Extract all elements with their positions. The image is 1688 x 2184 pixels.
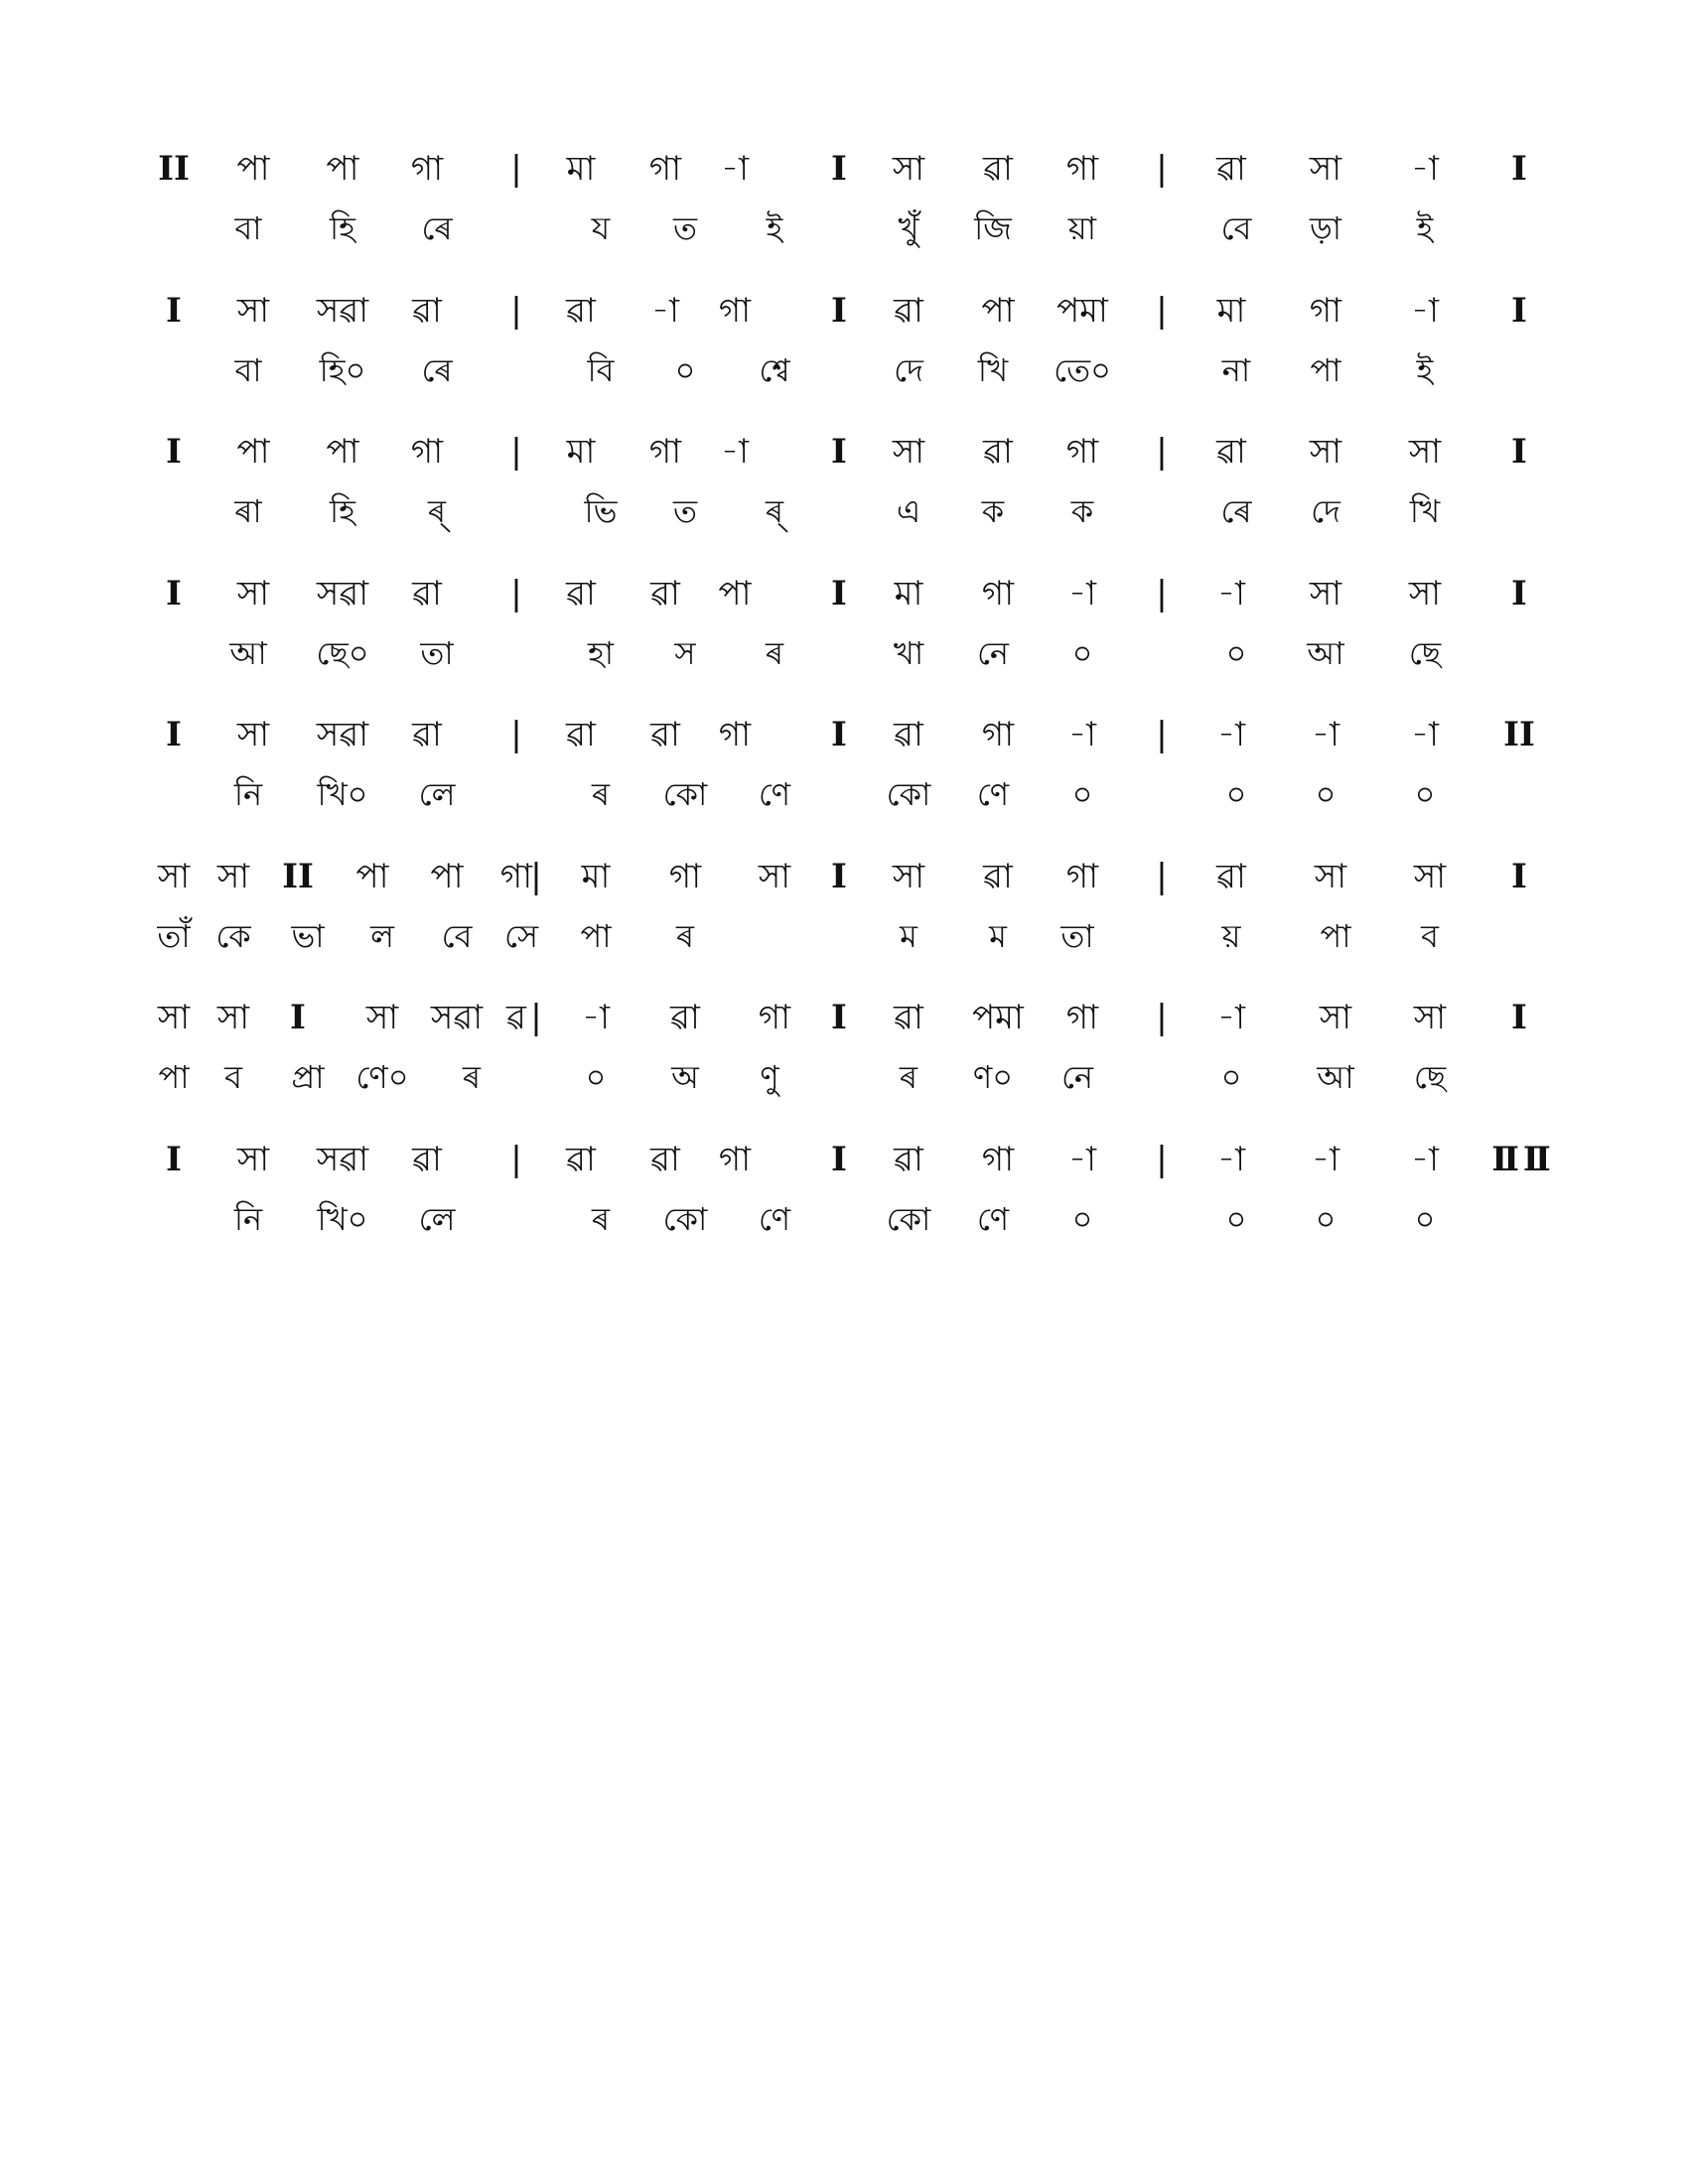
swara-note: গা (718, 1140, 752, 1179)
swara-note: -া (1411, 291, 1439, 331)
lyric-syllable: কো (662, 1200, 708, 1238)
swara-note: ৱা (650, 715, 680, 754)
lyric-syllable: পা (1310, 351, 1341, 389)
swara-note: ৱা (1216, 432, 1246, 472)
swara-note: সা (1413, 857, 1447, 896)
swara-note: গা (499, 857, 533, 896)
lyric-syllable: নে (976, 634, 1010, 672)
beat-divider: | (510, 1140, 522, 1179)
swara-note: সা (1309, 574, 1342, 614)
swara-note: পা (326, 432, 359, 472)
lyric-syllable: ব (224, 1058, 242, 1096)
lyric-syllable: পা (158, 1058, 190, 1096)
swara-note: ৱা (650, 574, 680, 614)
swara-note: -া (651, 291, 679, 331)
swara-note: সা (157, 998, 191, 1037)
swara-note: -া (721, 149, 749, 189)
lyric-line-3 (0, 491, 1688, 561)
beat-divider: | (510, 432, 522, 472)
swara-note: ৱা (894, 998, 923, 1037)
lyric-syllable: ০ (585, 1058, 607, 1096)
lyric-syllable: ছে০ (316, 634, 369, 672)
lyric-syllable: শ্বে (759, 351, 790, 389)
beat-divider: | (510, 149, 522, 189)
bar-line-marker: I (831, 1140, 847, 1179)
lyric-syllable: য (591, 209, 611, 247)
swara-note: -া (1411, 715, 1439, 754)
lyric-syllable: তে০ (1054, 351, 1111, 389)
lyric-syllable: আ (1307, 634, 1344, 672)
lyric-syllable: ৰ্ (427, 492, 447, 530)
lyric-syllable: এ (896, 492, 921, 530)
swara-note: পা (355, 857, 389, 896)
lyric-syllable: ত (672, 209, 698, 247)
beat-divider: | (510, 574, 522, 614)
lyric-syllable: হি (330, 492, 355, 530)
swara-note: -া (1068, 715, 1096, 754)
lyric-syllable: ০ (1315, 775, 1336, 813)
swara-note: সা (157, 857, 191, 896)
lyric-syllable: ০ (1071, 634, 1093, 672)
swara-note: পমা (1056, 291, 1108, 331)
lyric-syllable: খা (893, 634, 924, 672)
bar-line-marker: I (166, 715, 182, 754)
bar-line-marker: I (1511, 149, 1527, 189)
bar-line-marker: I (831, 432, 847, 472)
bar-line-marker: I (1511, 574, 1527, 614)
lyric-syllable: ৰে (421, 209, 453, 247)
swara-note: গা (648, 149, 682, 189)
beat-divider: | (1156, 1140, 1168, 1179)
lyric-syllable: ই (1416, 351, 1434, 389)
swara-note: ৱা (412, 715, 442, 754)
lyric-line-2 (0, 350, 1688, 420)
lyric-syllable: ৰ (462, 1058, 482, 1096)
lyric-syllable: ০ (1414, 775, 1436, 813)
lyric-syllable: খি০ (317, 775, 368, 813)
swara-note: গা (758, 998, 791, 1037)
swara-note: গা (648, 432, 682, 472)
lyric-syllable: ৰ (899, 1058, 918, 1096)
lyric-syllable: দে (894, 351, 923, 389)
swara-note: মা (581, 857, 611, 896)
swara-note: গা (1065, 998, 1099, 1037)
beat-divider: | (1156, 574, 1168, 614)
lyric-syllable: কে (215, 917, 251, 955)
swara-note: ৱা (894, 715, 923, 754)
swara-note: সা (892, 149, 925, 189)
swara-note: পা (326, 149, 359, 189)
swara-note: সা (1309, 432, 1342, 472)
lyric-syllable: স (674, 634, 696, 672)
swara-note: সা (758, 857, 791, 896)
lyric-syllable: ছে (1413, 1058, 1447, 1096)
lyric-syllable: পা (1320, 917, 1351, 955)
lyric-syllable: হা (587, 634, 615, 672)
swara-note: গা (1309, 291, 1342, 331)
swara-note: সা (892, 857, 925, 896)
lyric-syllable: কো (886, 775, 931, 813)
swara-note: গা (981, 1140, 1015, 1179)
swara-note: -া (1411, 149, 1439, 189)
lyric-syllable: বি (587, 351, 615, 389)
swara-note: সা (216, 998, 250, 1037)
swara-note: মা (566, 149, 596, 189)
lyric-syllable: ০ (1414, 1200, 1436, 1238)
swara-note: মা (1216, 291, 1246, 331)
swara-note: গা (668, 857, 702, 896)
lyric-syllable: দে (1311, 492, 1340, 530)
lyric-syllable: বা (234, 351, 262, 389)
bar-line-marker: I (166, 1140, 182, 1179)
swara-note: গা (410, 432, 444, 472)
lyric-syllable: ০ (674, 351, 696, 389)
beat-divider: | (1156, 857, 1168, 896)
swara-note: ৱা (566, 715, 596, 754)
beat-divider: | (530, 857, 542, 896)
swara-note: গা (1065, 432, 1099, 472)
bar-line-marker: I (1511, 432, 1527, 472)
lyric-syllable: ৰ (591, 1200, 611, 1238)
lyric-syllable: হি (330, 209, 355, 247)
swara-note: সা (236, 715, 270, 754)
swara-note: মা (894, 574, 923, 614)
beat-divider: | (1156, 149, 1168, 189)
beat-divider: | (510, 291, 522, 331)
swara-note: গা (410, 149, 444, 189)
lyric-syllable: ড়া (1309, 209, 1342, 247)
lyric-syllable: নে (1060, 1058, 1094, 1096)
lyric-syllable: তা (420, 634, 454, 672)
swara-note: সা (1408, 432, 1442, 472)
lyric-syllable: তাঁ (157, 917, 191, 955)
lyric-syllable: পা (580, 917, 612, 955)
swara-note: ৱা (650, 1140, 680, 1179)
bar-line-marker: I (831, 149, 847, 189)
lyric-syllable: ণে (758, 1200, 791, 1238)
lyric-syllable: ভা (291, 917, 325, 955)
bar-line-marker: I (831, 291, 847, 331)
swara-note: সৱা (430, 998, 484, 1037)
lyric-syllable: ০ (1225, 1200, 1247, 1238)
swara-note: সা (1319, 998, 1352, 1037)
lyric-syllable: সে (503, 917, 539, 955)
beat-divider: | (1156, 432, 1168, 472)
lyric-syllable: য় (1221, 917, 1241, 955)
lyric-line-8 (0, 1199, 1688, 1269)
lyric-syllable: ব (1421, 917, 1439, 955)
swara-note: -া (1217, 715, 1245, 754)
lyric-syllable: ০ (1220, 1058, 1242, 1096)
bar-line-marker: II (282, 857, 314, 896)
swara-note: সা (1413, 998, 1447, 1037)
swara-note: -া (1068, 574, 1096, 614)
swara-note: -া (1312, 715, 1339, 754)
bar-line-marker: I (1511, 998, 1527, 1037)
swara-note: গা (981, 715, 1015, 754)
swara-note: পা (236, 149, 270, 189)
lyric-syllable: ণে (976, 775, 1010, 813)
swara-note: ৱা (566, 1140, 596, 1179)
lyric-syllable: লে (418, 775, 456, 813)
lyric-syllable: খি০ (317, 1200, 368, 1238)
beat-divider: | (1156, 715, 1168, 754)
swara-note: পা (430, 857, 464, 896)
bar-line-marker: II (1503, 715, 1535, 754)
lyric-syllable: কো (662, 775, 708, 813)
swara-note: সা (1309, 149, 1342, 189)
swara-note: ৱা (566, 574, 596, 614)
swara-note: গা (1065, 149, 1099, 189)
lyric-syllable: ম (900, 917, 917, 955)
swara-note: ৱা (412, 291, 442, 331)
swara-note: পা (718, 574, 752, 614)
lyric-syllable: নি (233, 1200, 263, 1238)
lyric-syllable: ণে০ (355, 1058, 409, 1096)
swara-note: ৱা (670, 998, 700, 1037)
swara-note: ৱ (506, 998, 526, 1037)
swara-note: ৱা (983, 432, 1013, 472)
lyric-syllable: ০ (1225, 634, 1247, 672)
swara-note: পমা (972, 998, 1024, 1037)
swara-note: সা (216, 857, 250, 896)
swara-note: গা (718, 715, 752, 754)
lyric-syllable: কো (886, 1200, 931, 1238)
lyric-syllable: বে (1220, 209, 1252, 247)
bar-line-marker: I (831, 574, 847, 614)
lyric-syllable: ০ (1225, 775, 1247, 813)
swara-note: ৱা (894, 291, 923, 331)
swara-note: -া (582, 998, 610, 1037)
swara-note: সৱা (316, 715, 369, 754)
lyric-syllable: খি (1409, 492, 1441, 530)
swara-note: গা (718, 291, 752, 331)
swara-note: মা (566, 432, 596, 472)
lyric-syllable: আ (1317, 1058, 1354, 1096)
swara-note: ৱা (983, 857, 1013, 896)
swara-note: সা (236, 291, 270, 331)
lyric-line-7 (0, 1057, 1688, 1127)
lyric-line-5 (0, 774, 1688, 844)
swara-note: গা (1065, 857, 1099, 896)
swara-note: সা (1314, 857, 1347, 896)
lyric-syllable: বা (234, 209, 262, 247)
lyric-syllable: ০ (1315, 1200, 1336, 1238)
swara-note: পা (236, 432, 270, 472)
swara-note: সা (236, 1140, 270, 1179)
lyric-syllable: ৰে (1220, 492, 1252, 530)
lyric-syllable: লে (418, 1200, 456, 1238)
lyric-syllable: ০ (1071, 1200, 1093, 1238)
lyric-syllable: ণে (976, 1200, 1010, 1238)
lyric-syllable: ণ০ (972, 1058, 1014, 1096)
bar-line-marker: I (166, 574, 182, 614)
swara-note: সা (892, 432, 925, 472)
swara-note: সা (1408, 574, 1442, 614)
lyric-syllable: ছে (1408, 634, 1442, 672)
lyric-syllable: ৰ্ (765, 492, 784, 530)
lyric-syllable: ক (1070, 492, 1094, 530)
swara-note: ৱা (412, 574, 442, 614)
lyric-syllable: ই (1416, 209, 1434, 247)
lyric-syllable: তা (1060, 917, 1094, 955)
swara-note: -া (1217, 1140, 1245, 1179)
lyric-line-1 (0, 208, 1688, 278)
swara-note: গা (981, 574, 1015, 614)
bar-line-marker: I (831, 998, 847, 1037)
swara-note: পা (981, 291, 1015, 331)
beat-divider: | (510, 715, 522, 754)
lyric-syllable: জি (974, 209, 1012, 247)
swara-note: -া (1217, 574, 1245, 614)
lyric-syllable: য়া (1067, 209, 1097, 247)
lyric-line-4 (0, 633, 1688, 703)
swara-note: সা (365, 998, 399, 1037)
lyric-syllable: খি (977, 351, 1009, 389)
lyric-syllable: আ (229, 634, 267, 672)
swara-note: সৱা (316, 1140, 369, 1179)
bar-line-marker: I (831, 715, 847, 754)
swara-note: ৱা (894, 1140, 923, 1179)
beat-divider: | (1156, 291, 1168, 331)
swara-note: সৱা (316, 574, 369, 614)
lyric-syllable: নি (233, 775, 263, 813)
lyric-line-6 (0, 916, 1688, 986)
bar-line-marker: II (158, 149, 190, 189)
swara-note: -া (1068, 1140, 1096, 1179)
lyric-syllable: বে (441, 917, 473, 955)
lyric-syllable: খুঁ (898, 209, 919, 247)
bar-line-marker: I (290, 998, 306, 1037)
bar-line-marker: I (1511, 291, 1527, 331)
bar-line-marker: II II (1491, 1140, 1547, 1179)
lyric-syllable: ণে (758, 775, 791, 813)
swara-note: ৱা (566, 291, 596, 331)
swara-note: সা (236, 574, 270, 614)
lyric-syllable: ণু (760, 1058, 779, 1096)
bar-line-marker: I (831, 857, 847, 896)
swara-note: ৱা (412, 1140, 442, 1179)
beat-divider: | (1156, 998, 1168, 1037)
lyric-syllable: অ (671, 1058, 699, 1096)
swara-note: সৱা (316, 291, 369, 331)
lyric-syllable: ৰ (675, 917, 695, 955)
swara-note: ৱা (983, 149, 1013, 189)
lyric-syllable: ৰ (765, 634, 784, 672)
lyric-syllable: প্রা (291, 1058, 325, 1096)
swara-note: -া (1411, 1140, 1439, 1179)
lyric-syllable: ল (370, 917, 394, 955)
swara-note: ৱা (1216, 857, 1246, 896)
lyric-syllable: ৰে (421, 351, 453, 389)
swara-note: -া (1312, 1140, 1339, 1179)
lyric-syllable: ই (766, 209, 783, 247)
bar-line-marker: I (166, 291, 182, 331)
swara-note: -া (721, 432, 749, 472)
swara-note: -া (1217, 998, 1245, 1037)
lyric-syllable: ত (672, 492, 698, 530)
beat-divider: | (530, 998, 542, 1037)
lyric-syllable: ক (981, 492, 1005, 530)
lyric-syllable: ম (989, 917, 1007, 955)
bar-line-marker: I (166, 432, 182, 472)
lyric-syllable: না (1221, 351, 1251, 389)
lyric-syllable: হি০ (319, 351, 366, 389)
bar-line-marker: I (1511, 857, 1527, 896)
lyric-syllable: ০ (1071, 775, 1093, 813)
swara-note: ৱা (1216, 149, 1246, 189)
lyric-syllable: ৰা (234, 492, 262, 530)
lyric-syllable: ভি (584, 492, 618, 530)
lyric-syllable: ৰ (591, 775, 611, 813)
